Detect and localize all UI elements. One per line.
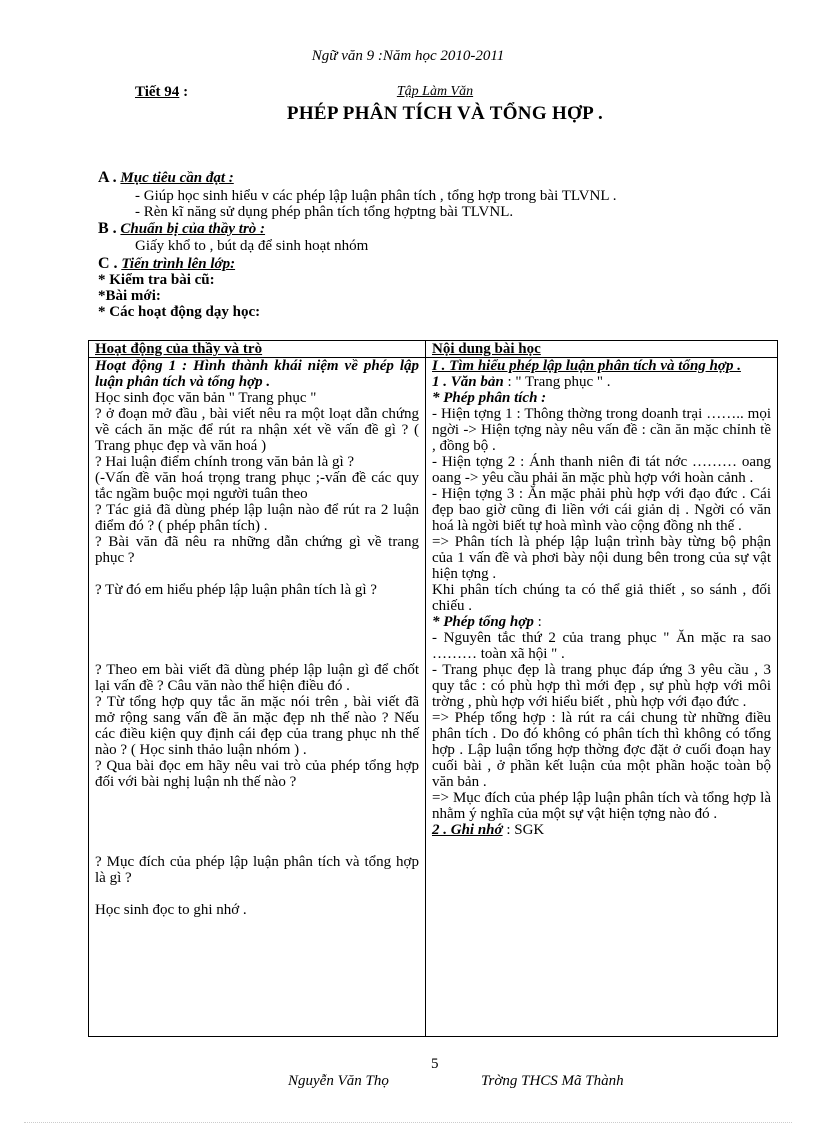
footer-author: Nguyễn Văn Thọ bbox=[288, 1073, 389, 1089]
synthesis-conclusion: => Phép tổng hợp : là rút ra cái chung từ những điều phân tích . Do đó không có phân tích thì không có tổng hợp . Lập luận tổng hợp thờng đợc đặt ở cuối đoạn hay cuối bài , ở phần kết luận của một phần hoặc toàn bộ văn bản . bbox=[432, 710, 771, 790]
question-9: ? Mục đích của phép lập luận phân tích và tổng hợp là gì ? bbox=[95, 854, 419, 886]
analysis-point-3: - Hiện tợng 3 : Ăn mặc phải phù hợp với đạo đức . Cái đẹp bao giờ cũng đi liền với cái giản dị . Ngời có văn hoá là ngời biết tự hoà mình vào cộng đồng nh thế . bbox=[432, 486, 771, 534]
column-header-activities: Hoạt động của thầy và trò bbox=[89, 341, 426, 358]
question-4: ? Bài văn đã nêu ra những dẫn chứng gì về trang phục ? bbox=[95, 534, 419, 566]
lesson-table bbox=[88, 340, 778, 1037]
page-title: PHÉP PHÂN TÍCH VÀ TỔNG HỢP . bbox=[286, 103, 604, 124]
content-text-name: : " Trang phục " . bbox=[507, 374, 611, 390]
question-2: ? Hai luận điểm chính trong văn bản là gì ? bbox=[95, 454, 355, 470]
section-b-label: B . bbox=[98, 220, 117, 237]
section-c-heading bbox=[98, 256, 235, 272]
section-c-item-3: * Các hoạt động dạy học: bbox=[98, 304, 261, 320]
question-3: ? Tác giả đã dùng phép lập luận nào để rút ra 2 luận điểm đó ? ( phép phân tích) . bbox=[95, 502, 419, 534]
section-a-item-2: - Rèn kĩ năng sử dụng phép phân tích tổng hợptng bài TLVNL. bbox=[135, 204, 514, 220]
synthesis-point-1: - Nguyên tắc thứ 2 của trang phục " Ăn mặc ra sao ……… toàn xã hội " . bbox=[432, 630, 771, 662]
memo-label: 2 . Ghi nhớ bbox=[432, 822, 503, 838]
lesson-number-label: Tiết 94 bbox=[135, 84, 180, 100]
question-7: ? Từ tổng hợp quy tắc ăn mặc nói trên , bài viết đã mở rộng sang vấn đề ăn mặc đẹp nh thế nào ? Nếu các điều kiện quy định cái đẹp của trang phục nh thế nào ? ( Học sinh thảo luận nhóm ) . bbox=[95, 694, 419, 758]
page-number: 5 bbox=[431, 1056, 439, 1072]
footer-school: Trờng THCS Mã Thành bbox=[481, 1073, 624, 1089]
synthesis-heading bbox=[432, 614, 771, 630]
content-text-label: 1 . Văn bản bbox=[432, 374, 504, 390]
section-a-title: Mục tiêu cần đạt : bbox=[120, 170, 234, 186]
section-b-title: Chuẩn bị của thầy trò : bbox=[120, 221, 266, 237]
question-5: ? Từ đó em hiểu phép lập luận phân tích là gì ? bbox=[95, 582, 377, 598]
synthesis-point-2: - Trang phục đẹp là trang phục đáp ứng 3 yêu cầu , 3 quy tắc : có phù hợp thì mới đẹp , sự phù hợp với môi trờng , phù hợp với hiểu biết , phù hợp với đạo đức . bbox=[432, 662, 771, 710]
answer-2: (-Vấn đề văn hoá trọng trang phục ;-vấn đề các quy tắc ngầm buộc mọi người tuân theo bbox=[95, 470, 419, 502]
section-a-heading bbox=[98, 170, 234, 186]
content-cell bbox=[426, 358, 778, 1037]
lesson-number-suffix: : bbox=[179, 84, 189, 100]
content-text-title bbox=[432, 374, 771, 390]
section-b-heading bbox=[98, 221, 265, 237]
purpose-conclusion: => Mục đích của phép lập luận phân tích và tổng hợp là nhằm ý nghĩa của một sự vật hiện tợng nào đó . bbox=[432, 790, 771, 822]
section-a-item-1: - Giúp học sinh hiểu v các phép lập luận phân tích , tổng hợp trong bài TLVNL . bbox=[135, 188, 617, 204]
table-body-row bbox=[89, 358, 778, 1037]
activity-last-line: Học sinh đọc to ghi nhớ . bbox=[95, 902, 247, 918]
table-header-row bbox=[89, 341, 778, 358]
analysis-point-1: - Hiện tợng 1 : Thông thờng trong doanh trại …….. mọi ngời -> Hiện tợng này nêu vấn đề : cần ăn mặc chỉnh tề , đồng bộ . bbox=[432, 406, 771, 454]
lesson-subject: Tập Làm Văn bbox=[396, 84, 474, 99]
synthesis-heading-label: * Phép tổng hợp bbox=[432, 614, 534, 630]
content-section-title: I . Tìm hiểu phép lập luận phân tích và tổng hợp . bbox=[432, 358, 741, 374]
section-a-label: A . bbox=[98, 169, 117, 186]
section-c-item-1: * Kiểm tra bài cũ: bbox=[98, 272, 215, 288]
activity-line: Học sinh đọc văn bản " Trang phục " bbox=[95, 390, 317, 406]
activities-cell bbox=[89, 358, 426, 1037]
memo-text: : SGK bbox=[506, 822, 545, 838]
section-c-title: Tiến trình lên lớp: bbox=[121, 256, 236, 272]
section-c-label: C . bbox=[98, 255, 118, 272]
activity-title: Hoạt động 1 : Hình thành khái niệm về phép lập luận phân tích và tổng hợp . bbox=[95, 358, 419, 390]
section-c-item-2: *Bài mới: bbox=[98, 288, 161, 304]
question-1: ? ở đoạn mở đầu , bài viết nêu ra một loạt dẫn chứng về cách ăn mặc để rút ra nhận xét về vấn đề gì ? ( Trang phục đẹp và văn hoá ) bbox=[95, 406, 419, 454]
analysis-conclusion: => Phân tích là phép lập luận trình bày từng bộ phận của 1 vấn đề và phơi bày nội dung bên trong của sự vật hiện tợng . bbox=[432, 534, 771, 582]
analysis-point-2: - Hiện tợng 2 : Ánh thanh niên đi tát nớc ……… oang oang -> yêu cầu phải ăn mặc phù hợp với hoàn cảnh . bbox=[432, 454, 771, 486]
synthesis-heading-colon: : bbox=[537, 614, 542, 630]
analysis-heading: * Phép phân tích : bbox=[432, 390, 547, 406]
question-8: ? Qua bài đọc em hãy nêu vai trò của phép tổng hợp đối với bài nghị luận nh thế nào ? bbox=[95, 758, 419, 790]
column-header-content: Nội dung bài học bbox=[426, 341, 778, 358]
analysis-note: Khi phân tích chúng ta có thể giả thiết , so sánh , đối chiếu . bbox=[432, 582, 771, 614]
section-b-item-1: Giấy khổ to , bút dạ để sinh hoạt nhóm bbox=[135, 238, 369, 254]
running-header: Ngữ văn 9 :Năm học 2010-2011 bbox=[311, 48, 505, 64]
question-6: ? Theo em bài viết đã dùng phép lập luận gì để chốt lại vấn đề ? Câu văn nào thể hiện điều đó . bbox=[95, 662, 419, 694]
memo-line bbox=[432, 822, 771, 838]
